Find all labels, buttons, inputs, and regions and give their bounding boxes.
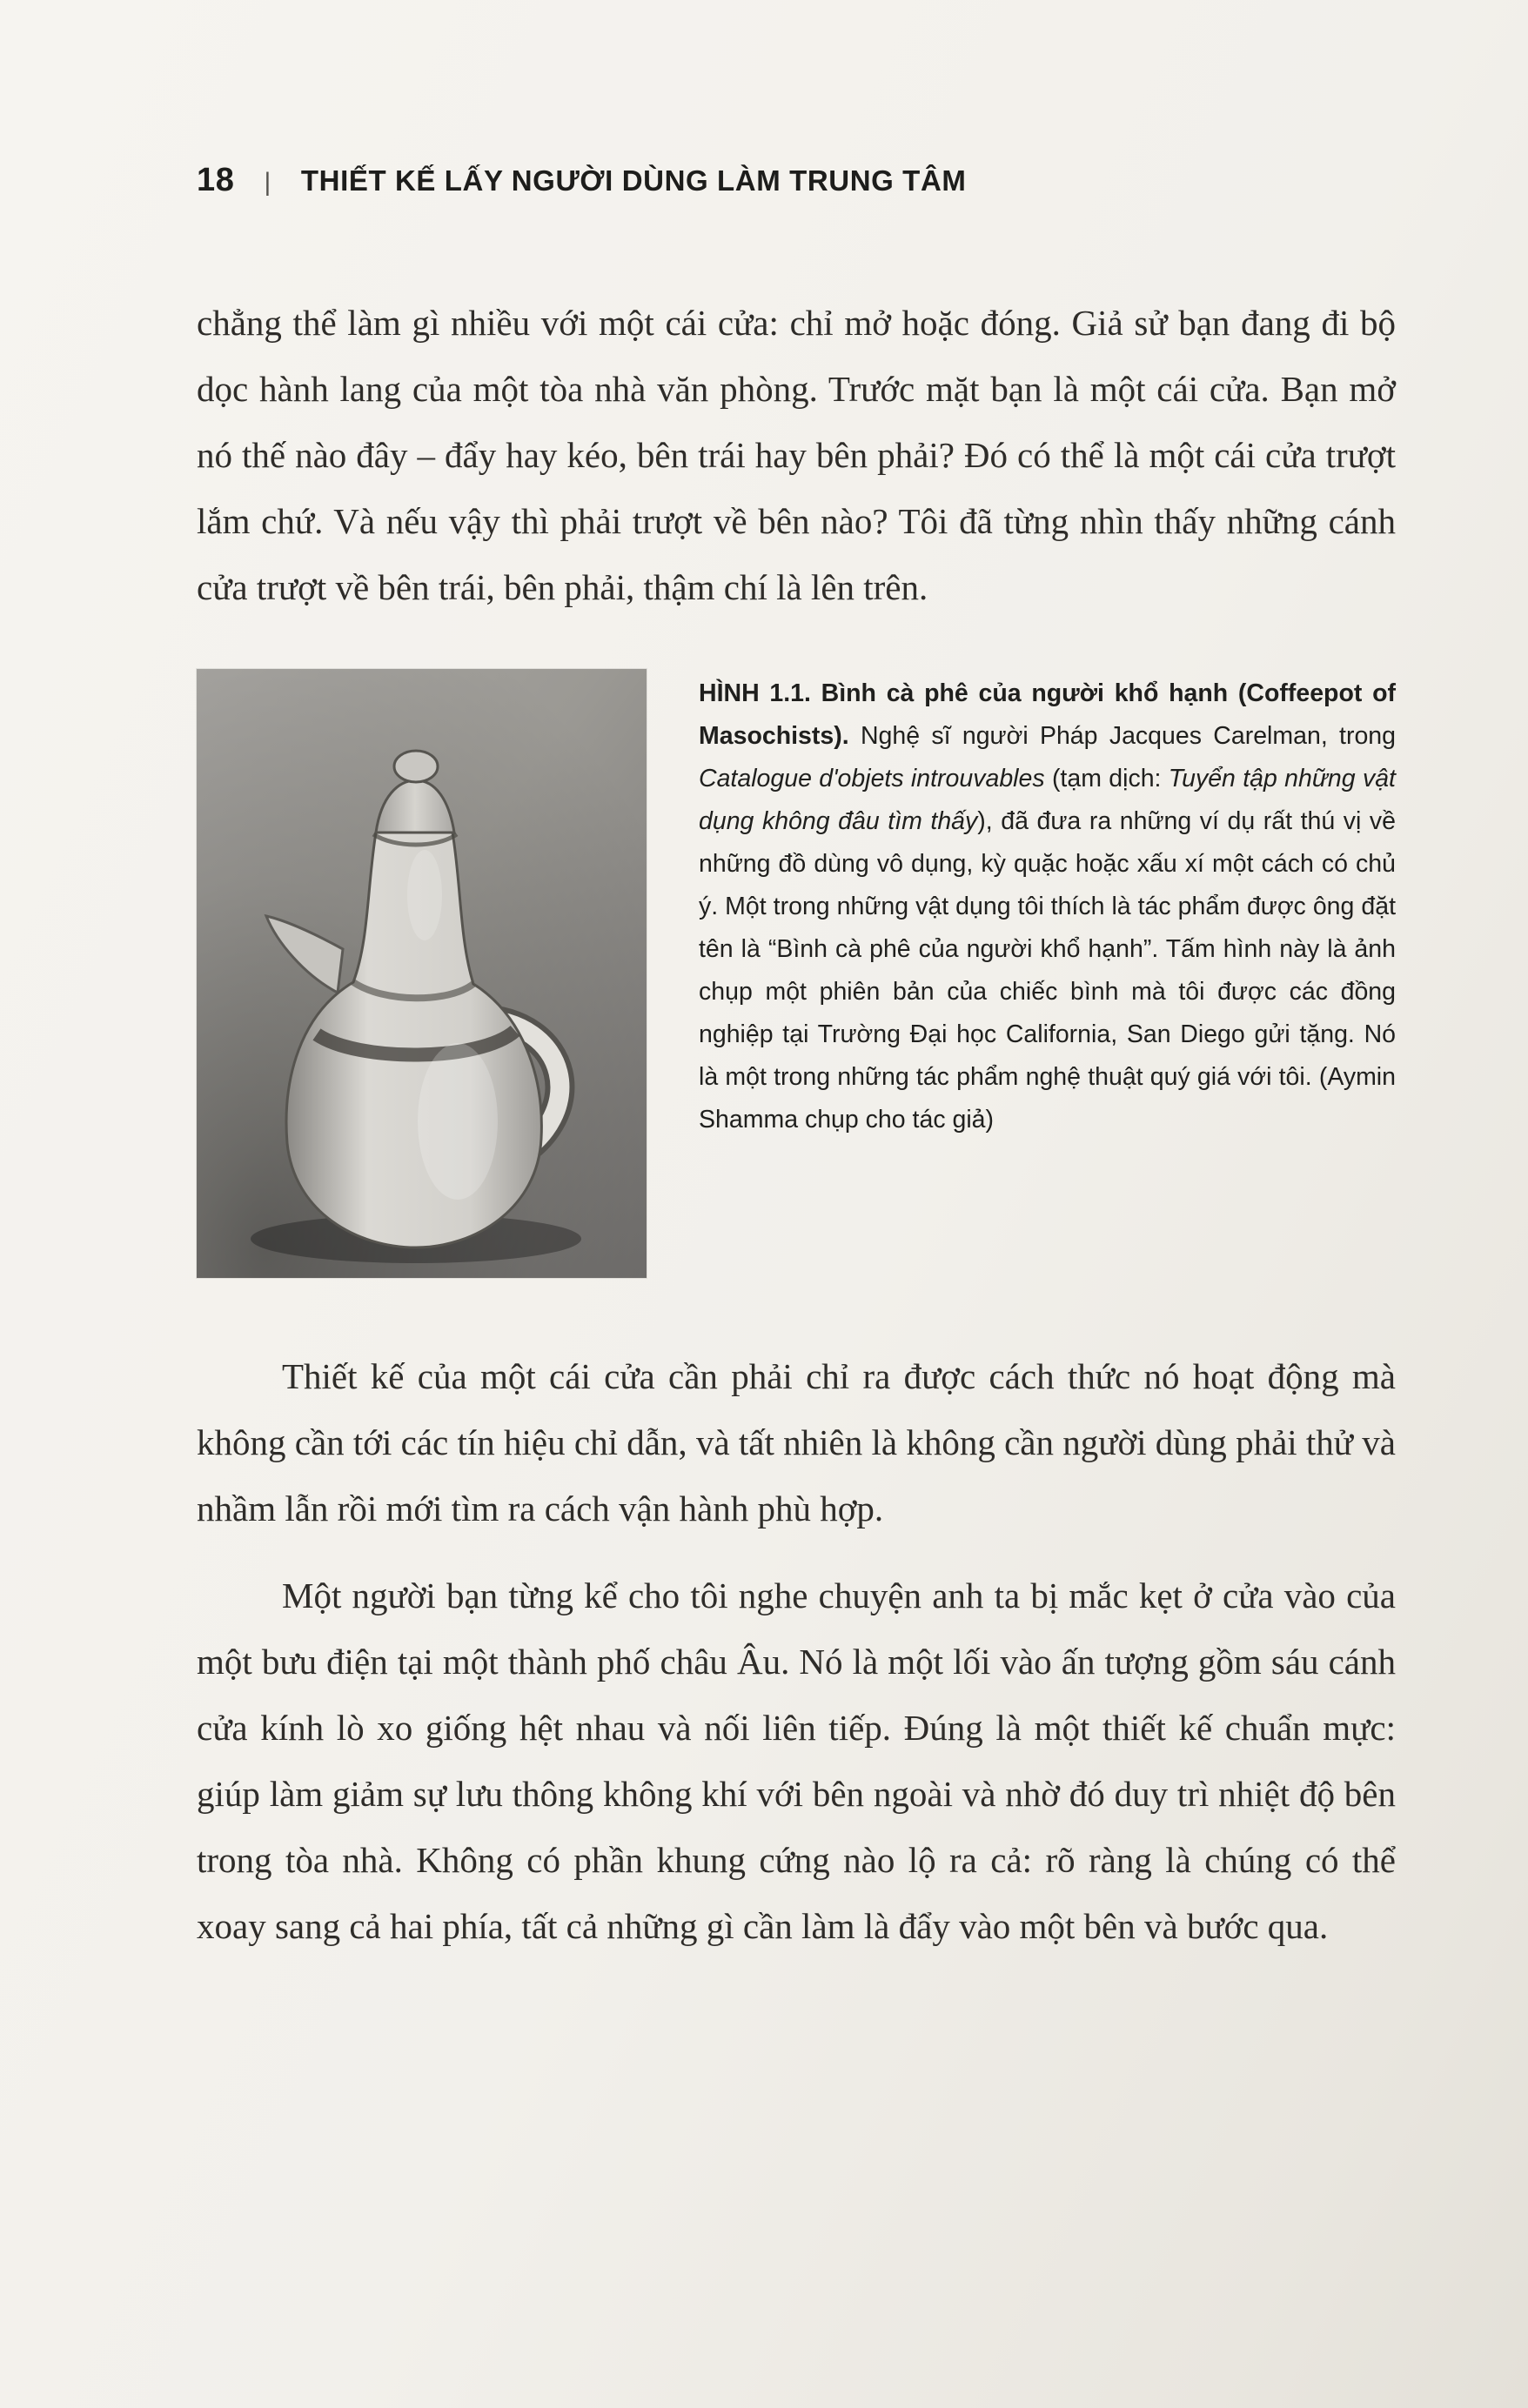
paragraph-1: chẳng thể làm gì nhiều với một cái cửa: chỉ mở hoặc đóng. Giả sử bạn đang đi bộ dọc hành lang của một tòa nhà văn phòng. Trước mặt bạn là một cái cửa. Bạn mở nó thế nào đây – đẩy hay kéo, bên trái hay bên phải? Đó có thể là một cái cửa trượt lắm chứ. Và nếu vậy thì phải trượt về bên nào? Tôi đã từng nhìn thấy những cánh cửa trượt về bên trái, bên phải, thậm chí là lên trên. — [197, 303, 1396, 607]
page-header — [197, 162, 1396, 199]
caption-segment: Nghệ sĩ người Pháp Jacques Carelman, trong — [860, 722, 1397, 750]
page-number: 18 — [197, 162, 235, 198]
caption-segment: ), đã đưa ra những ví dụ rất thú vị về những đồ dùng vô dụng, kỳ quặc hoặc xấu xí một cách có chủ ý. Một trong những vật dụng tôi thích là tác phẩm được ông đặt tên là “Bình cà phê của người khổ hạnh”. Tấm hình này là ảnh chụp một phiên bản của chiếc bình mà tôi được các đồng nghiệp tại Trường Đại học California, San Diego gửi tặng. Nó là một trong những tác phẩm nghệ thuật quý giá với tôi. (Aymin Shamma chụp cho tác giả) — [699, 807, 1396, 1134]
caption-segment: HÌNH 1.1. Bình cà phê của người khổ hạnh (Coffeepot of Masochists). — [699, 679, 1396, 750]
paragraph-2: Thiết kế của một cái cửa cần phải chỉ ra được cách thức nó hoạt động mà không cần tới các tín hiệu chỉ dẫn, và tất nhiên là không cần người dùng phải thử và nhầm lẫn rồi mới tìm ra cách vận hành phù hợp. — [197, 1356, 1396, 1528]
header-divider: | — [264, 168, 271, 197]
figure-1-1 — [197, 669, 1396, 1278]
coffeepot-photo — [197, 669, 647, 1278]
caption-segment: Tuyển tập những vật dụng không đâu tìm thấy — [699, 765, 1396, 835]
coffeepot-illustration — [197, 669, 647, 1278]
paragraph-3: Một người bạn từng kể cho tôi nghe chuyện anh ta bị mắc kẹt ở cửa vào của một bưu điện tại một thành phố châu Âu. Nó là một lối vào ấn tượng gồm sáu cánh cửa kính lò xo giống hệt nhau và nối liên tiếp. Đúng là một thiết kế chuẩn mực: giúp làm giảm sự lưu thông không khí với bên ngoài và nhờ đó duy trì nhiệt độ bên trong tòa nhà. Không có phần khung cứng nào lộ ra cả: rõ ràng là chúng có thể xoay sang cả hai phía, tất cả những gì cần làm là đẩy vào một bên và bước qua. — [197, 1575, 1396, 1946]
figure-caption — [699, 669, 1396, 1278]
running-head: THIẾT KẾ LẤY NGƯỜI DÙNG LÀM TRUNG TÂM — [300, 164, 967, 197]
caption-segment: (tạm dịch: — [1044, 765, 1169, 793]
caption-segment: Catalogue d'objets introuvables — [699, 765, 1045, 793]
